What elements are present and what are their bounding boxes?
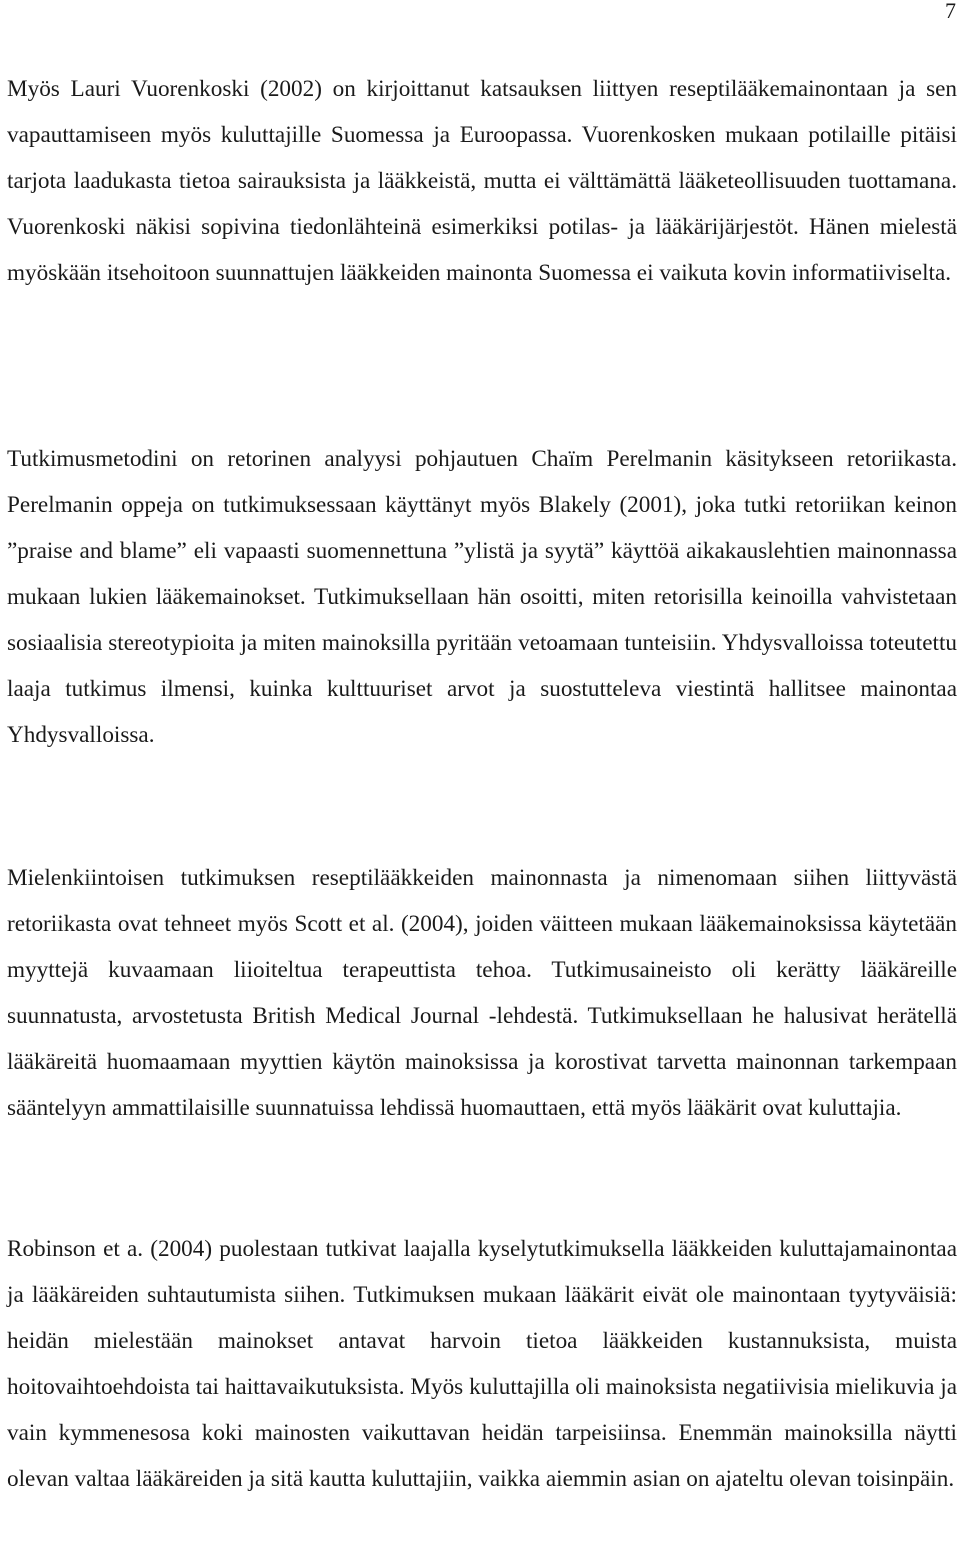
text-segment: Mielenkiintoisen tutkimuksen reseptilääkkeiden mainonnasta ja nimenomaan siihen liittyvästä retoriikasta ovat tehneet myös Scott et al. (2004), joiden väitteen mukaan lääkemainoksissa käytetään myyttejä kuvaamaan liioiteltua terapeuttista tehoa. Tutkimusaineisto oli kerätty lääkäreille suunnatusta, arvostetusta British Medical Journal -lehdestä. Tutkimuksellaan he halusivat herätellä lääkäreitä huomaamaan myyttien käytön mainoksissa ja korostivat tarvetta mainonnan tarkempaan sääntelyyn ammattilaisille suunnatuissa lehdissä huomauttaen, että myös lääkärit ovat kuluttajia.: [7, 865, 957, 1121]
text-segment: Robinson et a. (2004) puolestaan tutkivat laajalla kyselytutkimuksella lääkkeiden kuluttajamainontaa ja lääkäreiden suhtautumista siihen. Tutkimuksen mukaan lääkärit eivät ole mainontaan tyytyväisiä: heidän mielestään mainokset antavat harvoin tietoa lääkkeiden kustannuksista, muista hoitovaihtoehdoista tai haittavaikutuksista. Myös kuluttajilla oli mainoksista negatiivisia mielikuvia ja vain kymmenesosa koki mainosten vaikuttavan heidän tarpeisiinsa. Enemmän mainoksilla näytti olevan valtaa lääkäreiden ja sitä kautta kuluttajiin, vaikka aiemmin asian on ajateltu olevan toisinpäin.: [7, 1236, 957, 1492]
paragraph-vuorenkoski: [7, 66, 957, 296]
text-segment: Yhdysvalloissa toteutettu laaja tutkimus ilmensi, kuinka kulttuuriset arvot ja suostutteleva viestintä hallitsee mainontaa Yhdysvalloissa.: [7, 630, 957, 748]
paragraph-research-method: [7, 436, 957, 758]
page-number: 7: [945, 0, 956, 23]
text-segment: Myös Lauri Vuorenkoski (2002) on kirjoittanut katsauksen liittyen reseptilääkemainontaan ja sen vapauttamiseen myös kuluttajille Suomessa ja Euroopassa. Vuorenkosken mukaan potilaille pitäisi tarjota laadukasta tietoa sairauksista ja lääkkeistä, mutta ei välttämättä lääketeollisuuden tuottamana.: [7, 76, 957, 194]
text-segment: Hänen mielestä myöskään itsehoitoon suunnattujen lääkkeiden mainonta Suomessa ei vaikuta kovin informatiiviselta.: [7, 214, 958, 286]
paragraph-scott-et-al: [7, 855, 957, 1131]
paragraph-robinson-et-al: [7, 1226, 957, 1502]
text-segment: Tutkimusmetodini on retorinen analyysi pohjautuen Chaïm Perelmanin käsitykseen retoriikasta.: [7, 446, 957, 472]
text-segment: Vuorenkoski näkisi sopivina tiedonlähteinä esimerkiksi potilas- ja lääkärijärjestöt.: [7, 214, 799, 240]
text-segment: Perelmanin oppeja on tutkimuksessaan käyttänyt myös Blakely (2001), joka tutki retoriikan keinon ”praise and blame” eli vapaasti suomennettuna ”ylistä ja syytä” käyttöä aikakauslehtien mainonnassa mukaan lukien lääkemainokset. Tutkimuksellaan hän osoitti, miten retorisilla keinoilla vahvistetaan sosiaalisia stereotypioita ja miten mainoksilla pyritään vetoamaan tunteisiin.: [7, 492, 957, 656]
